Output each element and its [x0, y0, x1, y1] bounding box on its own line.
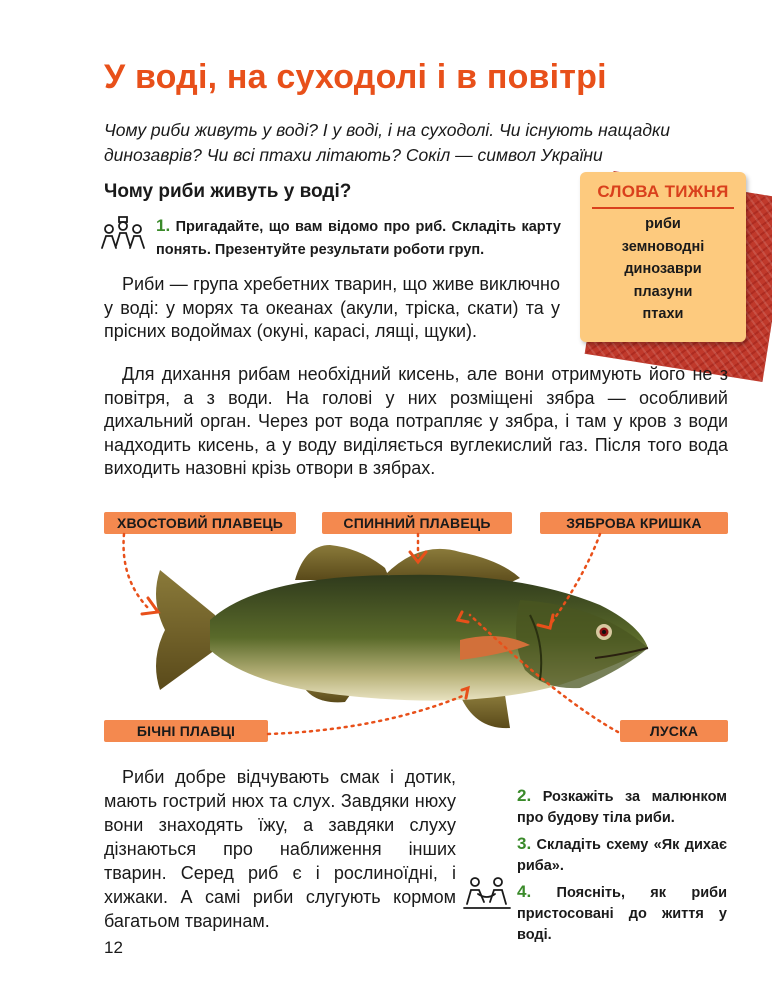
- intro-questions: Чому риби живуть у воді? І у воді, і на суходолі. Чи існують нащадки динозаврів? Чи всі птахи літають? Сокіл — символ України: [104, 120, 671, 165]
- tail-fin-shape: [156, 570, 215, 690]
- task-2: [517, 785, 727, 829]
- task-2-number: 2.: [517, 786, 532, 805]
- dorsal-fin-shape: [295, 545, 390, 580]
- task-3: [517, 833, 727, 877]
- label-dorsal-fin: СПИННИЙ ПЛАВЕЦЬ: [322, 512, 512, 534]
- tasks-right-column: [517, 785, 727, 950]
- task-3-text: Складіть схему «Як дихає риба».: [517, 837, 728, 874]
- word-item: плазуни: [633, 283, 693, 300]
- pair-work-icon: [462, 872, 512, 912]
- word-item: динозаври: [624, 261, 702, 277]
- words-of-week-heading: СЛОВА ТИЖНЯ: [597, 182, 729, 201]
- pelvic-fin-shape: [460, 695, 510, 728]
- paragraph-fish-breathing: Для дихання рибам необхідний кисень, але вони отримують його не з повітря, а з води. На голові у них розміщені зябра — особливий дихальний орган. Через рот вода потрапляє у зябра, і там у кров з води надходить кисень, а у воду виділяється вуглекислий газ. Після того вода виходить назовні крізь отвори в зябрах.: [104, 364, 728, 478]
- label-side-fins: БІЧНІ ПЛАВЦІ: [104, 720, 268, 742]
- task-2-text: Розкажіть за малюнком про будову тіла риби.: [517, 789, 727, 826]
- label-tail-fin: ХВОСТОВИЙ ПЛАВЕЦЬ: [104, 512, 296, 534]
- label-scales: ЛУСКА: [620, 720, 728, 742]
- paragraph-fish-definition: Риби — група хребетних тварин, що живе виключно у воді: у морях та океанах (акули, тріска, скати) та у прісних водоймах (окуні, карасі, лящі, щуки).: [104, 274, 560, 341]
- page-number: 12: [104, 938, 123, 957]
- task-3-number: 3.: [517, 834, 532, 853]
- word-item: земноводні: [621, 238, 705, 255]
- task-1-text: Пригадайте, що вам відомо про риб. Складіть карту понять. Презентуйте результати роботи груп.: [156, 219, 561, 258]
- task-4-number: 4.: [517, 882, 532, 901]
- task-1-number: 1.: [156, 216, 171, 235]
- word-item: птахи: [642, 306, 684, 322]
- word-item: риби: [645, 216, 681, 232]
- label-gill-cover: ЗЯБРОВА КРИШКА: [540, 512, 728, 534]
- task-4-text: Поясніть, як риби пристосовані до життя у воді.: [517, 885, 728, 943]
- task-4: [517, 881, 727, 946]
- section-heading: Чому риби живуть у воді?: [104, 181, 352, 202]
- paragraph-fish-senses: Риби добре відчувають смак і дотик, мають гострий нюх та слух. Завдяки нюху вони знаходять їжу, а завдяки слуху дізнаються про наближення інших тварин. Серед риб є і рослиноїдні, і хижаки. А самі риби слугують кормом багатьом тваринам.: [104, 767, 456, 931]
- page-title: У воді, на суходолі і в повітрі: [104, 58, 607, 96]
